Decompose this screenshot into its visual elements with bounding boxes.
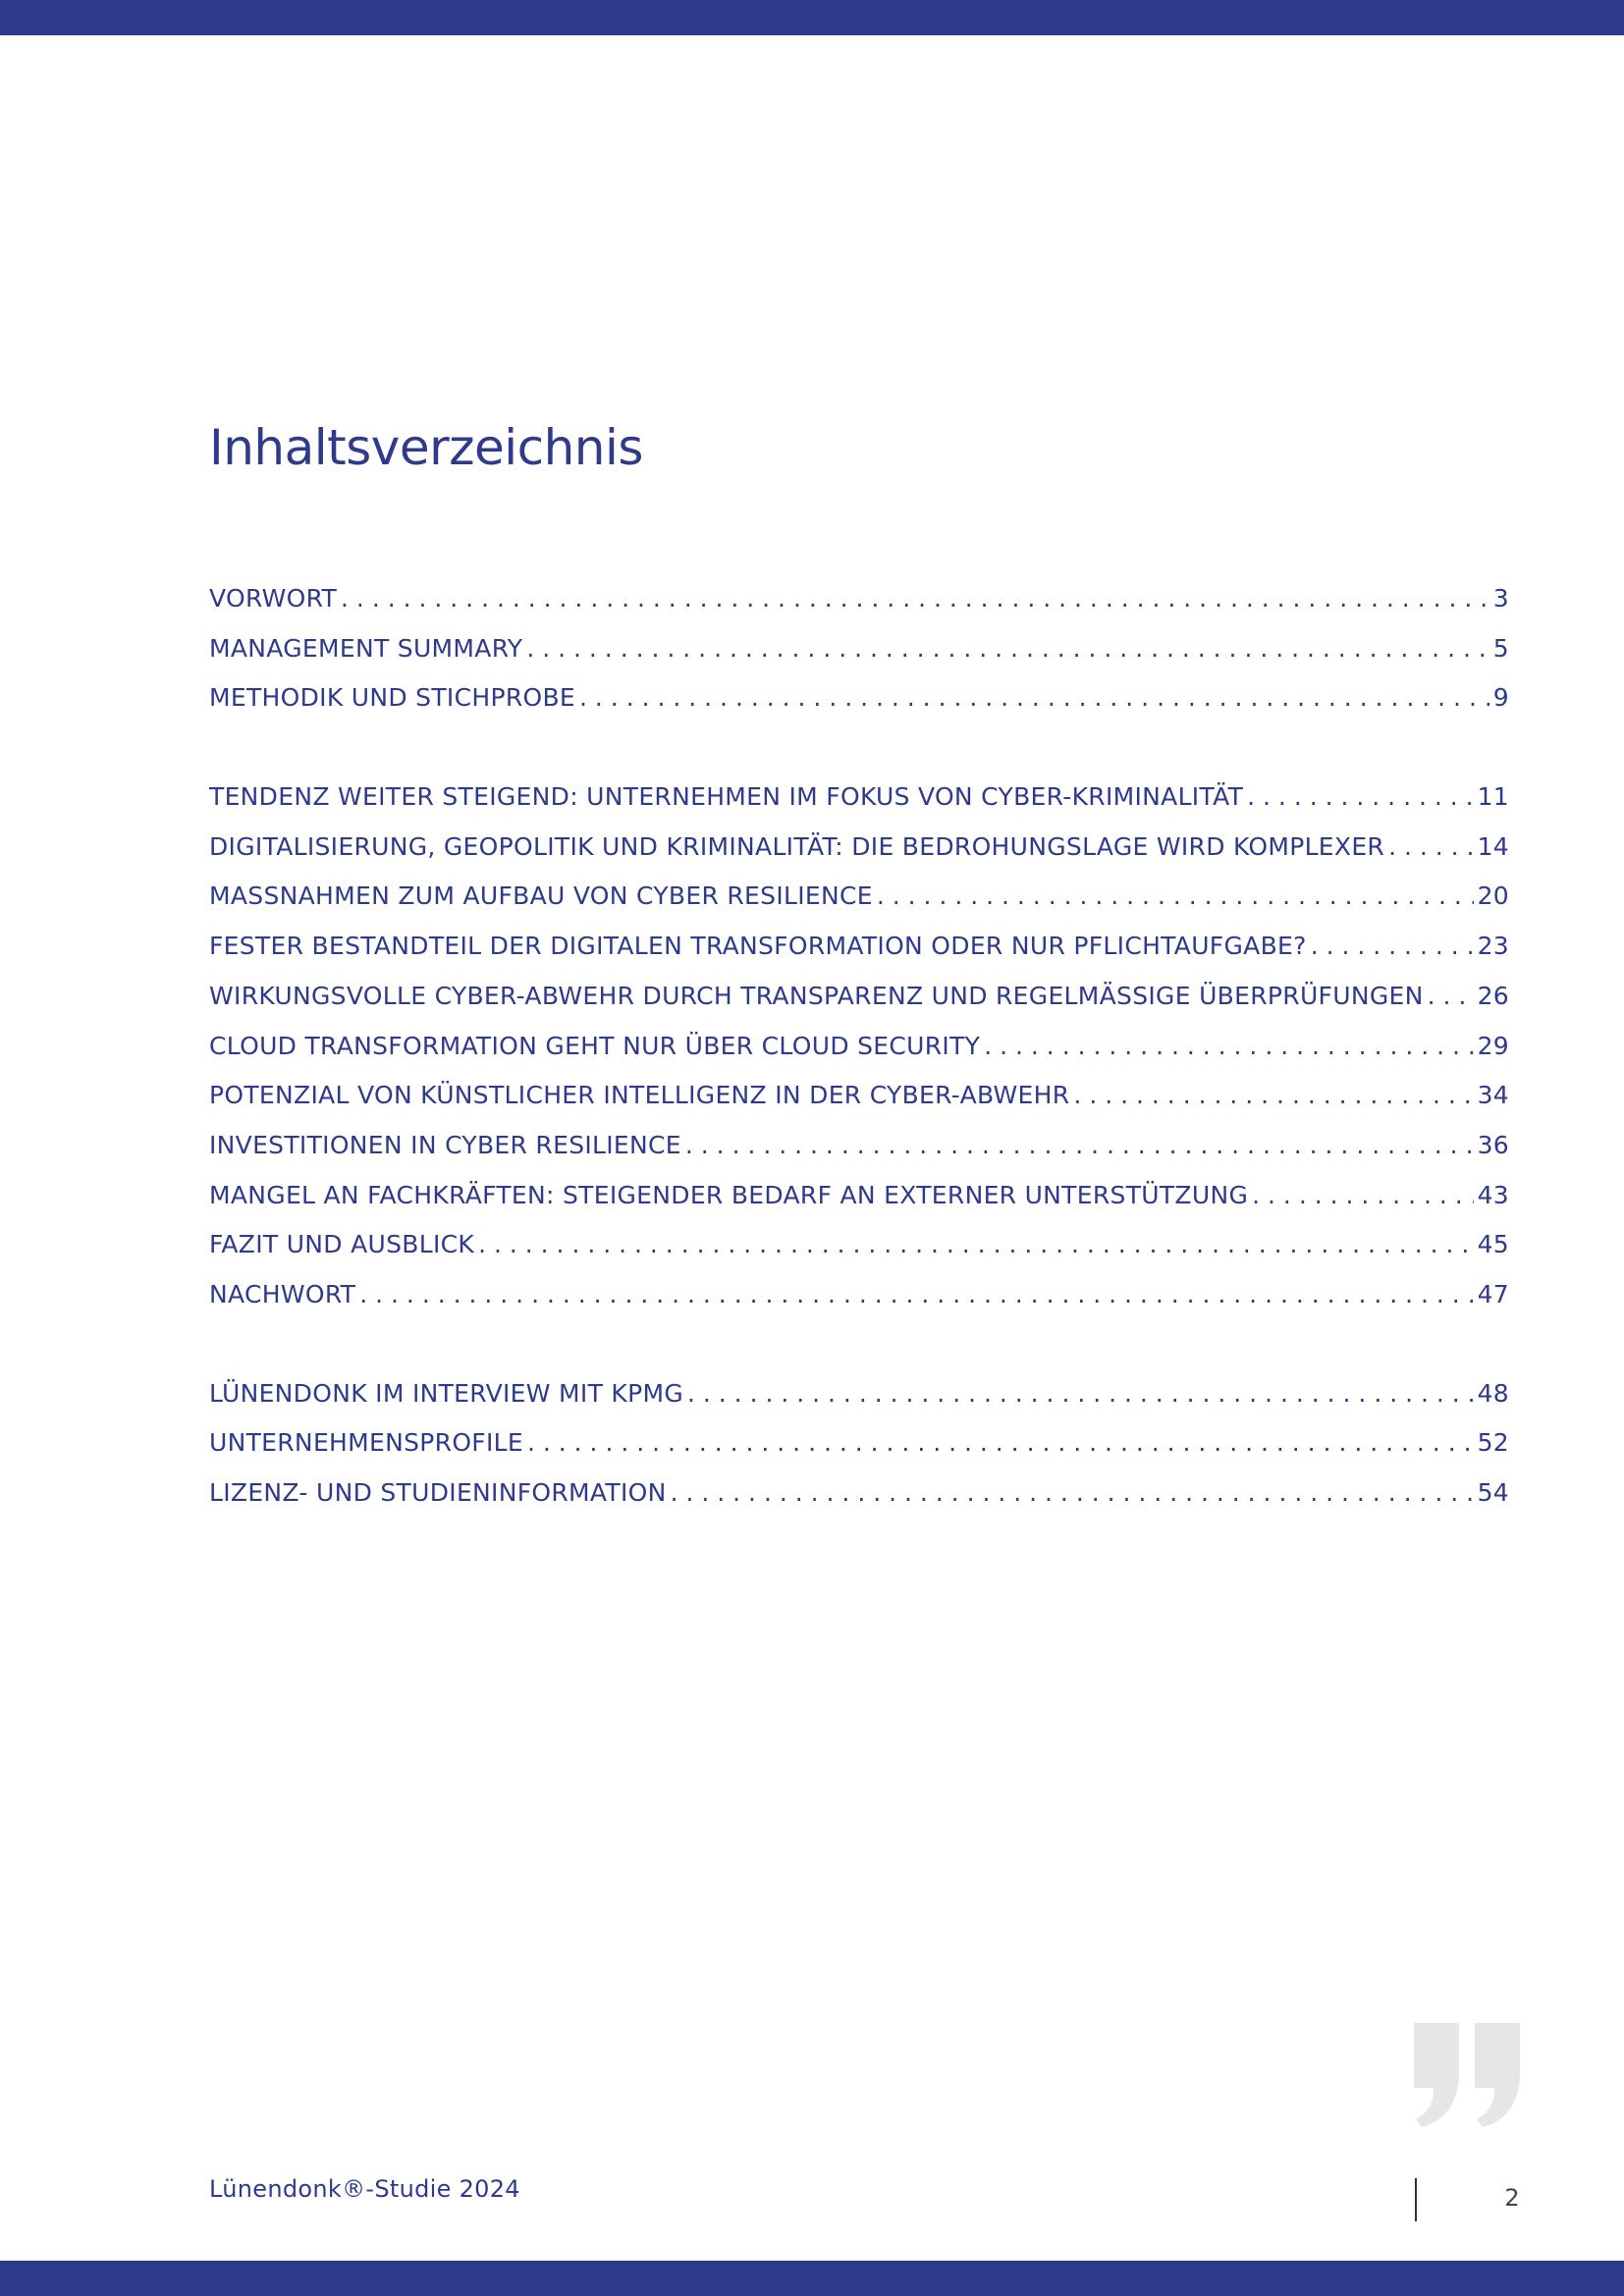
toc-dot-leader bbox=[1073, 1071, 1473, 1121]
toc-entry-page-number: 36 bbox=[1477, 1130, 1509, 1159]
toc-dot-leader bbox=[1311, 922, 1474, 972]
toc-entry-label: VORWORT bbox=[209, 584, 338, 613]
toc-dot-leader bbox=[579, 673, 1489, 723]
toc-entry-label: METHODIK UND STICHPROBE bbox=[209, 683, 576, 713]
toc-entry-page-number: 26 bbox=[1477, 981, 1509, 1010]
toc-entry-page-number: 23 bbox=[1477, 932, 1509, 961]
toc-entry[interactable] bbox=[209, 1369, 1509, 1419]
toc-dot-leader bbox=[877, 872, 1474, 922]
toc-dot-leader bbox=[359, 1270, 1473, 1320]
toc-entry-page-number: 3 bbox=[1492, 584, 1509, 613]
toc-entry-page-number: 5 bbox=[1492, 633, 1509, 663]
toc-dot-leader bbox=[1428, 972, 1474, 1022]
toc-entry[interactable] bbox=[209, 922, 1509, 972]
toc-entry-label: CLOUD TRANSFORMATION GEHT NUR ÜBER CLOUD SECURITY bbox=[209, 1031, 981, 1060]
toc-dot-leader bbox=[1252, 1171, 1473, 1221]
toc-dot-leader bbox=[685, 1121, 1474, 1171]
toc-dot-leader bbox=[478, 1220, 1474, 1270]
toc-dot-leader bbox=[1247, 773, 1473, 823]
toc-group bbox=[209, 1369, 1509, 1519]
page-title: Inhaltsverzeichnis bbox=[209, 419, 643, 476]
toc-entry-page-number: 47 bbox=[1477, 1279, 1509, 1308]
toc-dot-leader bbox=[687, 1369, 1474, 1419]
toc-entry[interactable] bbox=[209, 823, 1509, 873]
toc-entry-page-number: 14 bbox=[1477, 831, 1509, 861]
toc-entry[interactable] bbox=[209, 1468, 1509, 1519]
toc-entry-page-number: 29 bbox=[1477, 1031, 1509, 1060]
toc-entry[interactable] bbox=[209, 1418, 1509, 1468]
toc-dot-leader bbox=[1388, 823, 1473, 873]
toc-dot-leader bbox=[526, 624, 1489, 674]
toc-entry[interactable] bbox=[209, 773, 1509, 823]
toc-entry-page-number: 45 bbox=[1477, 1230, 1509, 1259]
toc-entry-label: LIZENZ- UND STUDIENINFORMATION bbox=[209, 1478, 667, 1507]
toc-entry-label: UNTERNEHMENSPROFILE bbox=[209, 1428, 523, 1458]
toc-entry-label: MANGEL AN FACHKRÄFTEN: STEIGENDER BEDARF AN EXTERNER UNTERSTÜTZUNG bbox=[209, 1180, 1249, 1209]
toc-entry-label: NACHWORT bbox=[209, 1279, 356, 1308]
toc-entry-label: TENDENZ WEITER STEIGEND: UNTERNEHMEN IM FOKUS VON CYBER-KRIMINALITÄT bbox=[209, 782, 1244, 812]
toc-entry[interactable] bbox=[209, 1270, 1509, 1320]
toc-entry-label: WIRKUNGSVOLLE CYBER-ABWEHR DURCH TRANSPARENZ UND REGELMÄSSIGE ÜBERPRÜFUNGEN bbox=[209, 981, 1424, 1010]
toc-entry-page-number: 48 bbox=[1477, 1378, 1509, 1408]
toc-entry[interactable] bbox=[209, 1171, 1509, 1221]
toc-dot-leader bbox=[671, 1468, 1474, 1519]
toc-entry[interactable] bbox=[209, 574, 1509, 624]
toc-group bbox=[209, 773, 1509, 1320]
toc-entry-label: POTENZIAL VON KÜNSTLICHER INTELLIGENZ IN DER CYBER-ABWEHR bbox=[209, 1081, 1070, 1110]
toc-entry[interactable] bbox=[209, 673, 1509, 723]
toc-entry-page-number: 9 bbox=[1492, 683, 1509, 713]
toc-dot-leader bbox=[341, 574, 1489, 624]
toc-entry[interactable] bbox=[209, 1022, 1509, 1072]
toc-entry[interactable] bbox=[209, 972, 1509, 1022]
toc-dot-leader bbox=[527, 1418, 1474, 1468]
table-of-contents bbox=[209, 574, 1509, 1519]
footer-divider bbox=[1415, 2178, 1417, 2221]
toc-entry-page-number: 43 bbox=[1477, 1180, 1509, 1209]
bottom-accent-bar bbox=[0, 2261, 1624, 2296]
toc-entry[interactable] bbox=[209, 1071, 1509, 1121]
toc-entry-label: LÜNENDONK IM INTERVIEW MIT KPMG bbox=[209, 1378, 683, 1408]
toc-entry-page-number: 34 bbox=[1477, 1081, 1509, 1110]
toc-entry-label: DIGITALISIERUNG, GEOPOLITIK UND KRIMINALITÄT: DIE BEDROHUNGSLAGE WIRD KOMPLEXER bbox=[209, 831, 1385, 861]
toc-entry-page-number: 20 bbox=[1477, 881, 1509, 911]
toc-entry-label: MANAGEMENT SUMMARY bbox=[209, 633, 523, 663]
toc-entry[interactable] bbox=[209, 872, 1509, 922]
toc-entry-label: INVESTITIONEN IN CYBER RESILIENCE bbox=[209, 1130, 681, 1159]
toc-entry-page-number: 52 bbox=[1477, 1428, 1509, 1458]
toc-dot-leader bbox=[984, 1022, 1473, 1072]
toc-entry[interactable] bbox=[209, 624, 1509, 674]
toc-entry-label: MASSNAHMEN ZUM AUFBAU VON CYBER RESILIENCE bbox=[209, 881, 873, 911]
footer-study-label: Lünendonk®-Studie 2024 bbox=[209, 2175, 520, 2203]
page-number: 2 bbox=[1504, 2184, 1520, 2212]
toc-entry-page-number: 54 bbox=[1477, 1478, 1509, 1507]
quotation-mark-icon bbox=[1412, 2023, 1522, 2127]
toc-group bbox=[209, 574, 1509, 723]
toc-entry[interactable] bbox=[209, 1121, 1509, 1171]
toc-entry[interactable] bbox=[209, 1220, 1509, 1270]
top-accent-bar bbox=[0, 0, 1624, 35]
toc-entry-label: FAZIT UND AUSBLICK bbox=[209, 1230, 475, 1259]
toc-entry-label: FESTER BESTANDTEIL DER DIGITALEN TRANSFORMATION ODER NUR PFLICHTAUFGABE? bbox=[209, 932, 1307, 961]
toc-entry-page-number: 11 bbox=[1477, 782, 1509, 812]
